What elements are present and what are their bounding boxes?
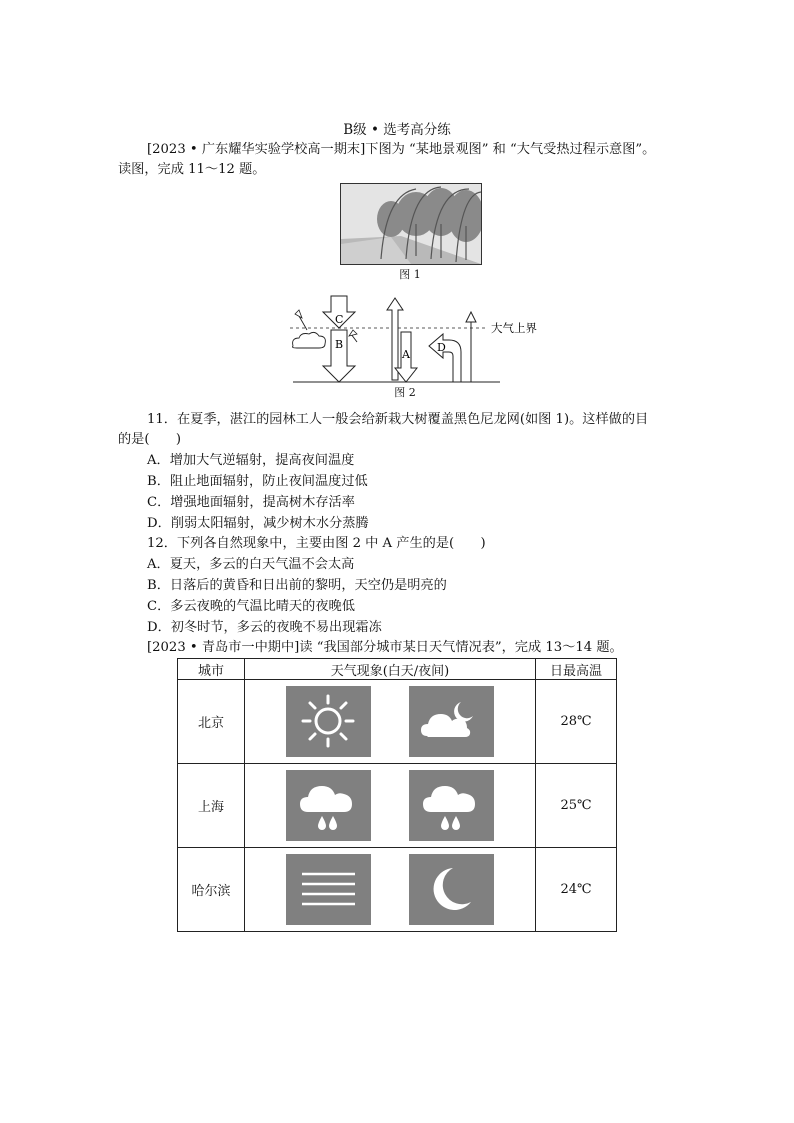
sun-icon <box>286 686 371 757</box>
figure-1-landscape-photo <box>340 183 482 265</box>
q12-option-b: B．日落后的黄昏和日出前的黎明，天空仍是明亮的 <box>147 578 447 593</box>
intro-line-1: [2023 • 广东耀华实验学校高一期末]下图为 “某地景观图” 和 “大气受热过程示意图”。 <box>147 142 656 157</box>
figure-2-caption: 图 2 <box>394 386 416 399</box>
temp-cell: 28℃ <box>536 680 617 764</box>
temp-cell: 25℃ <box>536 764 617 848</box>
q11-stem-line-1: 11．在夏季，湛江的园林工人一般会给新栽大树覆盖黑色尼龙网(如图 1)。这样做的目 <box>147 412 649 427</box>
rain-cloud-icon <box>286 770 371 841</box>
table-row <box>178 848 617 932</box>
intro-line-2: 读图，完成 11～12 题。 <box>118 162 266 177</box>
label-a: A <box>402 348 410 361</box>
city-cell: 哈尔滨 <box>178 848 245 932</box>
section-title: B级 • 选考高分练 <box>343 122 451 138</box>
city-cell: 上海 <box>178 764 245 848</box>
table-row <box>178 764 617 848</box>
weather-cell <box>245 680 536 764</box>
table-row <box>178 680 617 764</box>
temp-cell: 24℃ <box>536 848 617 932</box>
header-weather: 天气现象(白天/夜间) <box>245 659 536 680</box>
q11-option-c: C．增强地面辐射，提高树木存活率 <box>147 495 355 510</box>
atmosphere-top-label: 大气上界 <box>491 321 537 335</box>
figure-2-diagram <box>285 290 545 390</box>
header-max-temp: 日最高温 <box>536 659 617 680</box>
q12-option-c: C．多云夜晚的气温比晴天的夜晚低 <box>147 599 355 614</box>
header-city: 城市 <box>178 659 245 680</box>
moon-cloud-icon <box>409 686 494 757</box>
q12-option-d: D．初冬时节，多云的夜晚不易出现霜冻 <box>147 620 382 635</box>
q11-option-d: D．削弱太阳辐射，减少树木水分蒸腾 <box>147 516 369 531</box>
label-c: C <box>335 313 344 326</box>
weather-table <box>177 658 617 932</box>
moon-icon <box>409 854 494 925</box>
q11-option-a: A．增加大气逆辐射，提高夜间温度 <box>147 453 355 468</box>
city-cell: 北京 <box>178 680 245 764</box>
fog-icon <box>286 854 371 925</box>
rain-cloud-icon <box>409 770 494 841</box>
label-d: D <box>437 341 446 354</box>
q12-option-a: A．夏天，多云的白天气温不会太高 <box>147 557 355 572</box>
q11-option-b: B．阻止地面辐射，防止夜间温度过低 <box>147 474 368 489</box>
q11-stem-line-2: 的是( ) <box>118 432 182 447</box>
intro-2: [2023 • 青岛市一中期中]读 “我国部分城市某日天气情况表”，完成 13～14 题。 <box>147 640 623 655</box>
table-header-row <box>178 659 617 680</box>
figure-1-caption: 图 1 <box>399 268 421 281</box>
label-b: B <box>335 338 344 351</box>
weather-cell <box>245 848 536 932</box>
q12-stem: 12．下列各自然现象中，主要由图 2 中 A 产生的是( ) <box>147 536 486 551</box>
weather-cell <box>245 764 536 848</box>
